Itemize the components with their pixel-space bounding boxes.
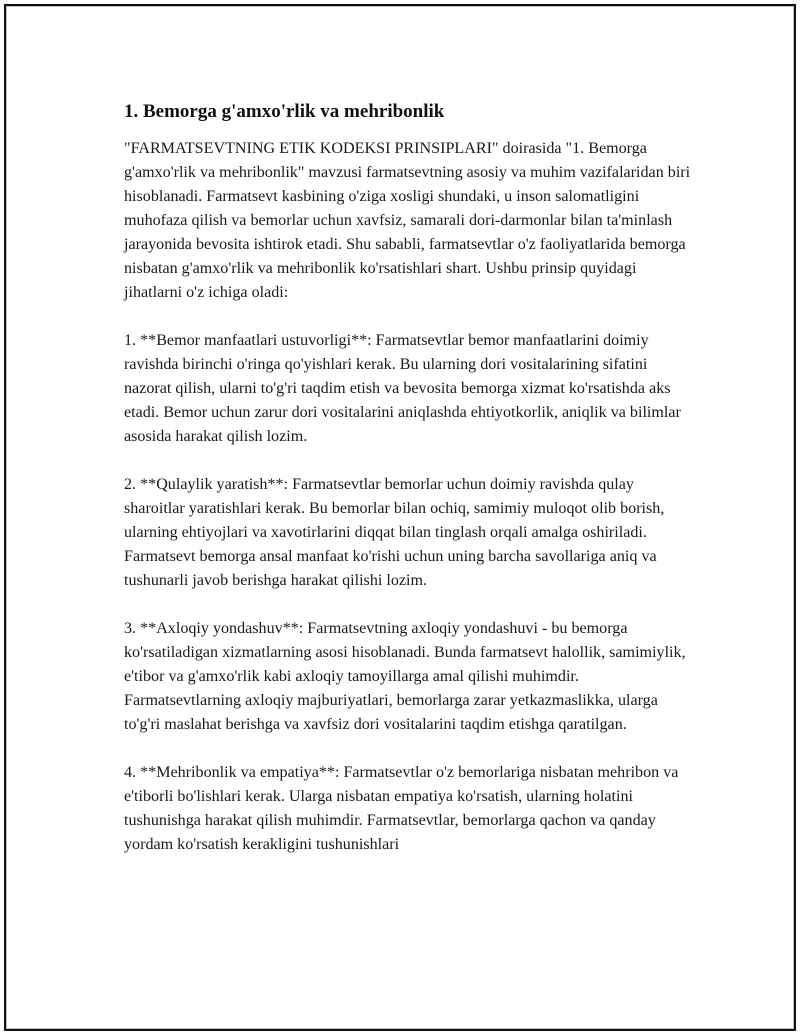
principle-paragraph-2: 2. **Qulaylik yaratish**: Farmatsevtlar bemorlar uchun doimiy ravishda qulay sharoitlar yaratishlari kerak. Bu bemorlar bilan ochiq, samimiy muloqot olib borish, ularning ehtiyojlari va xavotirlarini diqqat bilan tinglash orqali amalga oshiriladi. Farmatsevt bemorga ansal manfaat ko'rishi uchun uning barcha savollariga aniq va tushunarli javob berishga harakat qilishi lozim. [124, 476, 665, 589]
principle-paragraph-3: 3. **Axloqiy yondashuv**: Farmatsevtning axloqiy yondashuvi - bu bemorga ko'rsatiladigan xizmatlarning asosi hisoblanadi. Bunda farmatsevt halollik, samimiylik, e'tibor va g'amxo'rlik kabi axloqiy tamoyillarga amal qilishi muhimdir. Farmatsevtlarning axloqiy majburiyatlari, bemorlarga zarar yetkazmaslikka, ularga to'g'ri maslahat berishga va xavfsiz dori vositalarini taqdim etishga qaratilgan. [124, 620, 686, 733]
document-title: 1. Bemorga g'amxo'rlik va mehribonlik [124, 101, 445, 122]
principle-paragraph-1: 1. **Bemor manfaatlari ustuvorligi**: Farmatsevtlar bemor manfaatlarini doimiy ravishda birinchi o'ringa qo'yishlari kerak. Bu ularning dori vositalarining sifatini nazorat qilish, ularni to'g'ri taqdim etish va bevosita bemorga xizmat ko'rsatishda aks etadi. Bemor uchun zarur dori vositalarini aniqlashda ehtiyotkorlik, aniqlik va bilimlar asosida harakat qilish lozim. [124, 332, 681, 445]
intro-paragraph: "FARMATSEVTNING ETIK KODEKSI PRINSIPLARI" doirasida "1. Bemorga g'amxo'rlik va mehribonlik" mavzusi farmatsevtning asosiy va muhim vazifalaridan biri hisoblanadi. Farmatsevt kasbining o'ziga xosligi shundaki, u inson salomatligini muhofaza qilish va bemorlar uchun xavfsiz, samarali dori-darmonlar bilan ta'minlash jarayonida bevosita ishtirok etadi. Shu sababli, farmatsevtlar o'z faoliyatlarida bemorga nisbatan g'amxo'rlik va mehribonlik ko'rsatishlari shart. Ushbu prinsip quyidagi jihatlarni o'z ichiga oladi: [124, 140, 691, 301]
document-body [124, 99, 694, 881]
principle-paragraph-4: 4. **Mehribonlik va empatiya**: Farmatsevtlar o'z bemorlariga nisbatan mehribon va e'tiborli bo'lishlari kerak. Ularga nisbatan empatiya ko'rsatish, ularning holatini tushunishga harakat qilish muhimdir. Farmatsevtlar, bemorlarga qachon va qanday yordam ko'rsatish kerakligini tushunishlari [124, 764, 679, 853]
document-page [4, 4, 796, 1031]
